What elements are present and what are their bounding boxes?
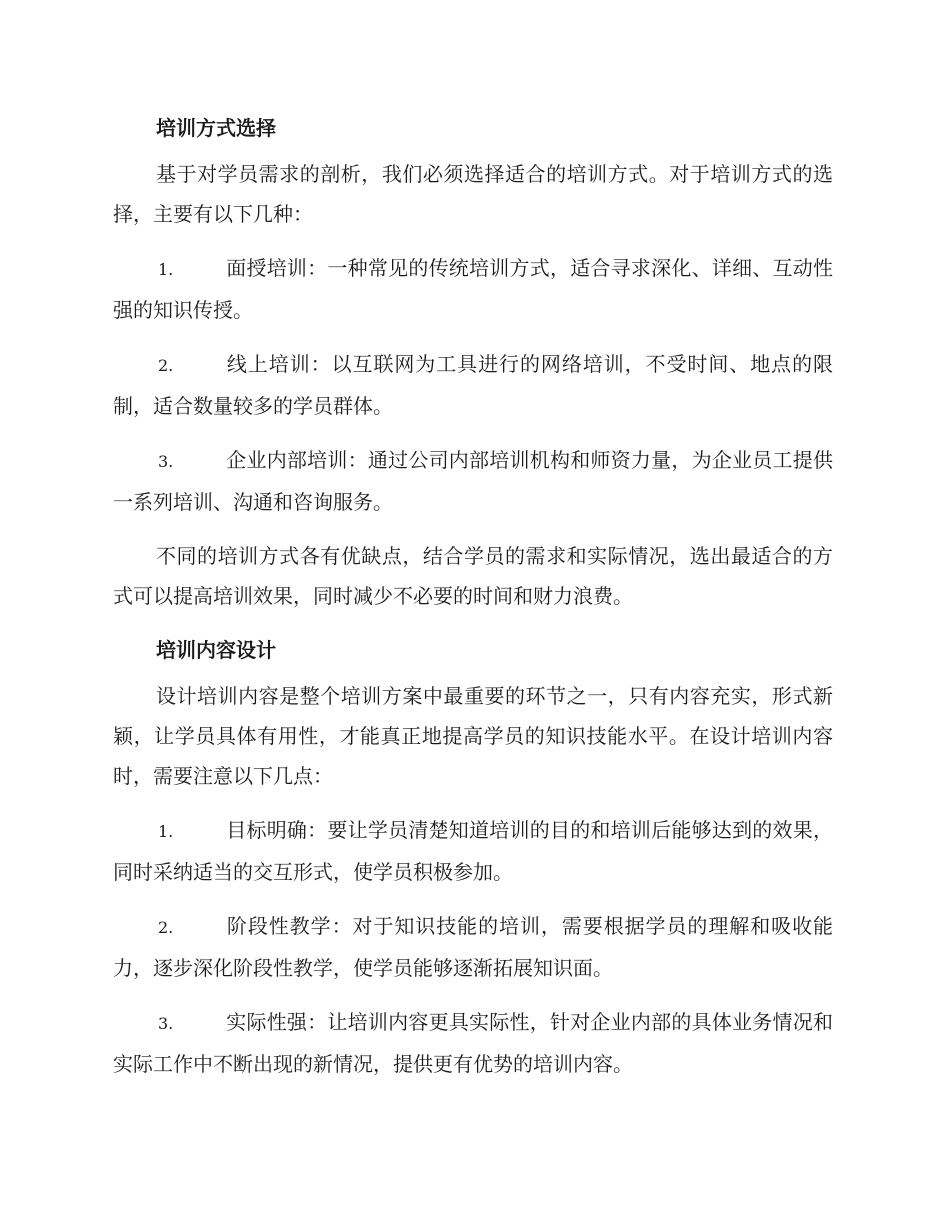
list-item	[113, 906, 833, 988]
list-item-text: 实际性强：让培训内容更具实际性，针对企业内部的具体业务情况和实际工作中不断出现的新情况，提供更有优势的培训内容。	[113, 1010, 833, 1076]
list-number: 1.	[158, 822, 174, 841]
list-item	[113, 810, 833, 892]
list-item	[113, 1002, 833, 1084]
list-number: 1.	[158, 260, 174, 279]
list-item-text: 线上培训：以互联网为工具进行的网络培训，不受时间、地点的限制，适合数量较多的学员群体。	[113, 352, 833, 418]
paragraph: 基于对学员需求的剖析，我们必须选择适合的培训方式。对于培训方式的选择，主要有以下几种：	[113, 162, 833, 226]
list-item	[113, 440, 833, 522]
list-item	[113, 344, 833, 426]
list-item	[113, 248, 833, 330]
list-item-text: 阶段性教学：对于知识技能的培训，需要根据学员的理解和吸收能力，逐步深化阶段性教学，使学员能够逐渐拓展知识面。	[113, 914, 833, 980]
paragraph: 设计培训内容是整个培训方案中最重要的环节之一，只有内容充实，形式新颖，让学员具体有用性，才能真正地提高学员的知识技能水平。在设计培训内容时，需要注意以下几点：	[113, 684, 833, 788]
list-number: 2.	[158, 356, 174, 375]
section-heading: 培训方式选择	[156, 116, 276, 140]
list-item-text: 企业内部培训：通过公司内部培训机构和师资力量，为企业员工提供一系列培训、沟通和咨询服务。	[113, 448, 833, 514]
list-number: 3.	[158, 1014, 174, 1033]
list-number: 3.	[158, 452, 174, 471]
list-item-text: 目标明确：要让学员清楚知道培训的目的和培训后能够达到的效果，同时采纳适当的交互形式，使学员积极参加。	[113, 818, 833, 884]
section-heading: 培训内容设计	[156, 638, 276, 662]
list-item-text: 面授培训：一种常见的传统培训方式，适合寻求深化、详细、互动性强的知识传授。	[113, 256, 833, 322]
list-number: 2.	[158, 918, 174, 937]
document-page	[113, 108, 833, 1098]
paragraph: 不同的培训方式各有优缺点，结合学员的需求和实际情况，选出最适合的方式可以提高培训效果，同时减少不必要的时间和财力浪费。	[113, 544, 833, 608]
